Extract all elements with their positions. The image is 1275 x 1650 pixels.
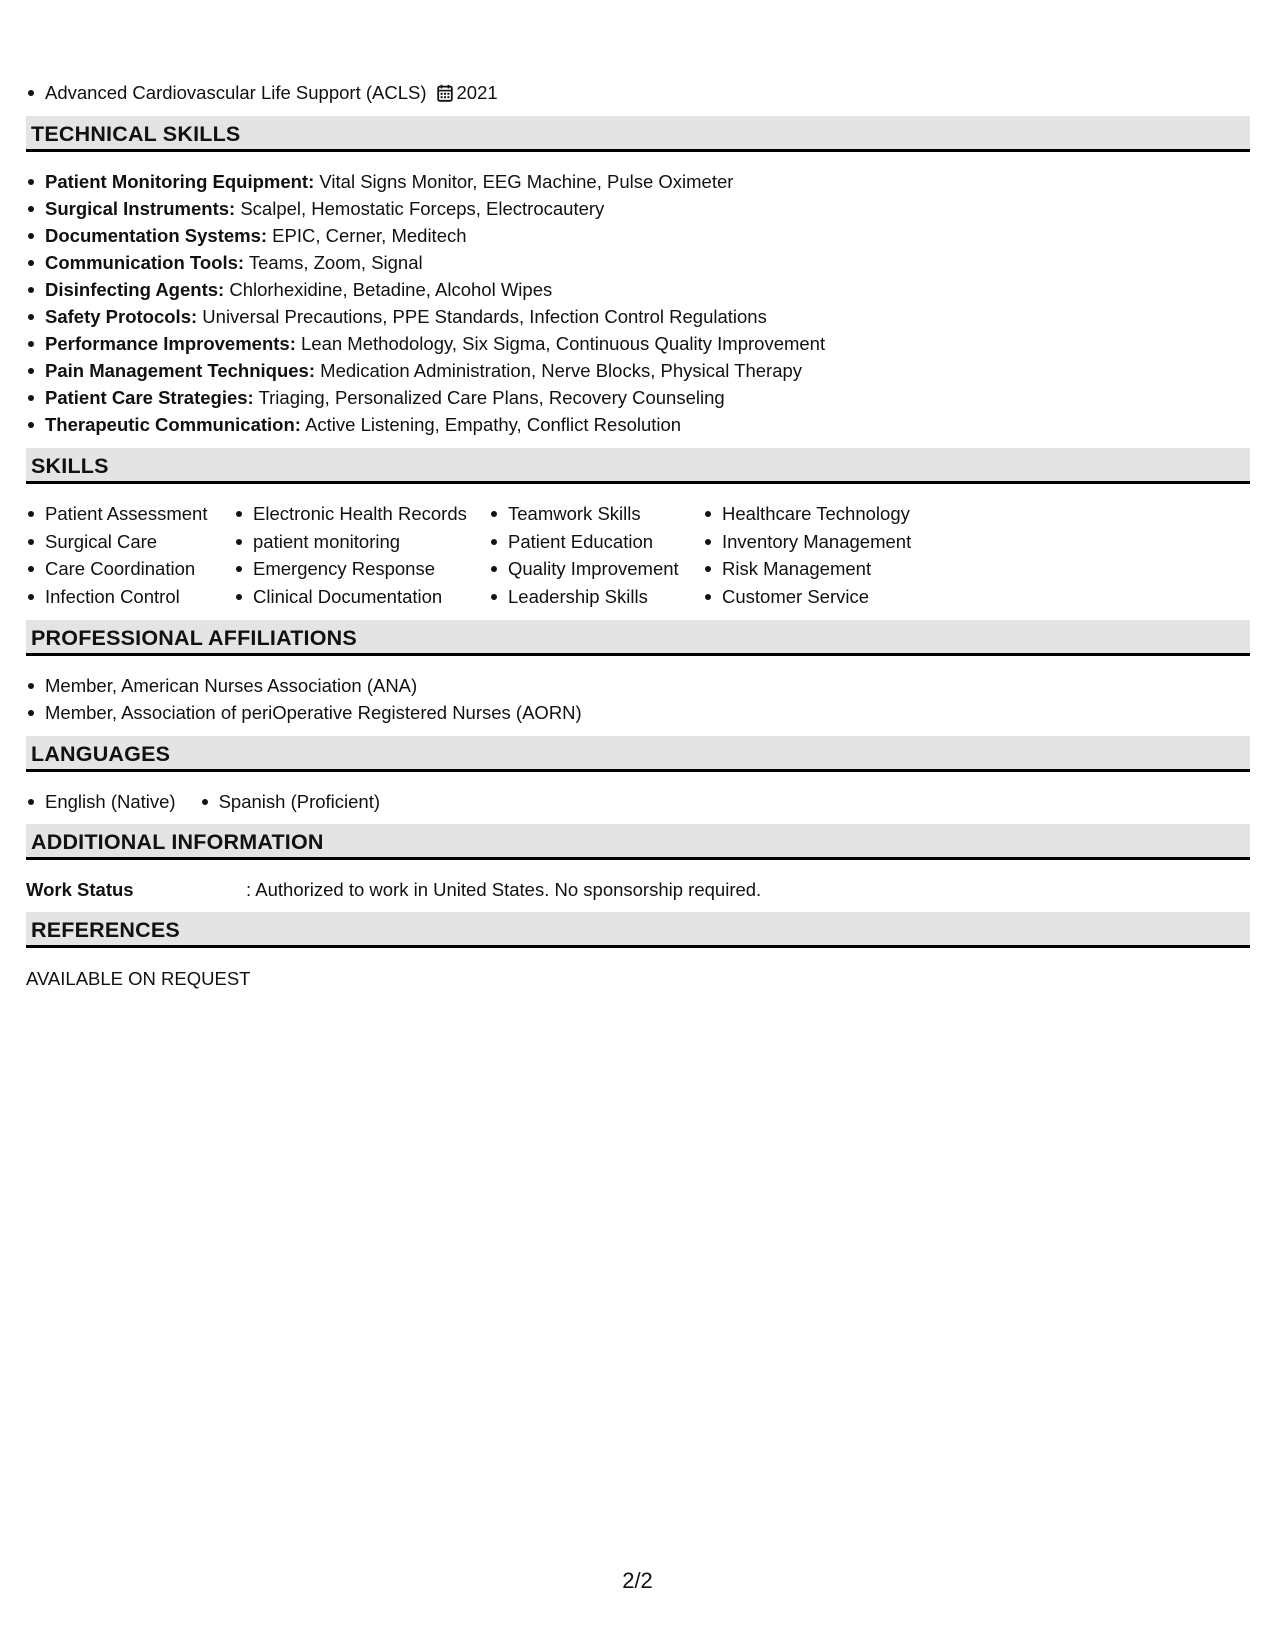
- technical-skill-value: EPIC, Cerner, Meditech: [267, 225, 467, 246]
- section-title: LANGUAGES: [31, 742, 171, 766]
- technical-skill-label: Performance Improvements:: [45, 333, 296, 354]
- skill-item: patient monitoring: [234, 528, 489, 556]
- affiliations-header: [26, 620, 1250, 656]
- skill-item: Patient Assessment: [26, 500, 234, 528]
- page-number: 2/2: [622, 1568, 653, 1593]
- technical-skill-value: Lean Methodology, Six Sigma, Continuous Quality Improvement: [295, 333, 826, 354]
- technical-skill-value: Scalpel, Hemostatic Forceps, Electrocautery: [235, 198, 605, 219]
- work-status-label: Work Status: [26, 879, 134, 900]
- technical-skill-value: Active Listening, Empathy, Conflict Resolution: [300, 414, 682, 435]
- technical-skill-item: [26, 195, 825, 222]
- skills-grid: [26, 500, 943, 610]
- certification-item: [26, 79, 498, 109]
- technical-skill-item: [26, 168, 825, 195]
- technical-skill-label: Patient Care Strategies:: [45, 387, 254, 408]
- skill-item: Patient Education: [489, 528, 703, 556]
- technical-skill-label: Safety Protocols:: [45, 306, 198, 327]
- languages-header: [26, 736, 1250, 772]
- skill-item: Leadership Skills: [489, 583, 703, 611]
- section-title: REFERENCES: [31, 918, 180, 942]
- affiliation-item: Member, Association of periOperative Registered Nurses (AORN): [26, 699, 582, 726]
- technical-skill-label: Therapeutic Communication:: [45, 414, 301, 435]
- references-text: AVAILABLE ON REQUEST: [26, 968, 251, 989]
- calendar-icon: [437, 82, 453, 109]
- affiliation-item: Member, American Nurses Association (ANA): [26, 672, 582, 699]
- technical-skill-item: [26, 330, 825, 357]
- technical-skill-item: [26, 411, 825, 438]
- certification-year: 2021: [456, 82, 498, 103]
- skills-column: [234, 500, 489, 610]
- work-status-value: : Authorized to work in United States. No sponsorship required.: [246, 879, 762, 900]
- technical-skill-item: [26, 222, 825, 249]
- language-item: Spanish (Proficient): [200, 788, 380, 815]
- section-title: ADDITIONAL INFORMATION: [31, 830, 324, 854]
- skill-item: Customer Service: [703, 583, 943, 611]
- technical-skill-item: [26, 249, 825, 276]
- skill-item: Healthcare Technology: [703, 500, 943, 528]
- technical-skill-label: Patient Monitoring Equipment:: [45, 171, 315, 192]
- technical-skill-item: [26, 357, 825, 384]
- technical-skill-value: Chlorhexidine, Betadine, Alcohol Wipes: [224, 279, 553, 300]
- skill-item: Clinical Documentation: [234, 583, 489, 611]
- technical-skill-value: Teams, Zoom, Signal: [244, 252, 423, 273]
- technical-skill-item: [26, 303, 825, 330]
- technical-skill-item: [26, 276, 825, 303]
- skills-column: [703, 500, 943, 610]
- technical-skill-value: Triaging, Personalized Care Plans, Recovery Counseling: [253, 387, 725, 408]
- skill-item: Risk Management: [703, 555, 943, 583]
- technical-skill-label: Surgical Instruments:: [45, 198, 236, 219]
- skill-item: Inventory Management: [703, 528, 943, 556]
- language-item: English (Native): [26, 788, 176, 815]
- skill-item: Infection Control: [26, 583, 234, 611]
- affiliations-list: [26, 672, 582, 726]
- technical-skill-item: [26, 384, 825, 411]
- skills-column: [489, 500, 703, 610]
- skill-item: Surgical Care: [26, 528, 234, 556]
- skill-item: Care Coordination: [26, 555, 234, 583]
- technical-skill-value: Universal Precautions, PPE Standards, Infection Control Regulations: [197, 306, 767, 327]
- skills-column: [26, 500, 234, 610]
- section-title: PROFESSIONAL AFFILIATIONS: [31, 626, 357, 650]
- section-title: SKILLS: [31, 454, 109, 478]
- additional-info-header: [26, 824, 1250, 860]
- technical-skill-value: Medication Administration, Nerve Blocks, Physical Therapy: [315, 360, 803, 381]
- certification-name: Advanced Cardiovascular Life Support (ACLS): [45, 82, 427, 103]
- certification-list: [26, 79, 498, 109]
- work-status-row: [26, 876, 761, 903]
- technical-skills-header: [26, 116, 1250, 152]
- technical-skill-label: Documentation Systems:: [45, 225, 268, 246]
- technical-skill-label: Pain Management Techniques:: [45, 360, 316, 381]
- skills-header: [26, 448, 1250, 484]
- languages-list: [26, 788, 404, 815]
- skill-item: Quality Improvement: [489, 555, 703, 583]
- technical-skill-label: Communication Tools:: [45, 252, 245, 273]
- skill-item: Emergency Response: [234, 555, 489, 583]
- technical-skill-label: Disinfecting Agents:: [45, 279, 225, 300]
- skill-item: Teamwork Skills: [489, 500, 703, 528]
- technical-skill-value: Vital Signs Monitor, EEG Machine, Pulse Oximeter: [314, 171, 734, 192]
- technical-skills-list: [26, 168, 825, 438]
- references-header: [26, 912, 1250, 948]
- skill-item: Electronic Health Records: [234, 500, 489, 528]
- section-title: TECHNICAL SKILLS: [31, 122, 241, 146]
